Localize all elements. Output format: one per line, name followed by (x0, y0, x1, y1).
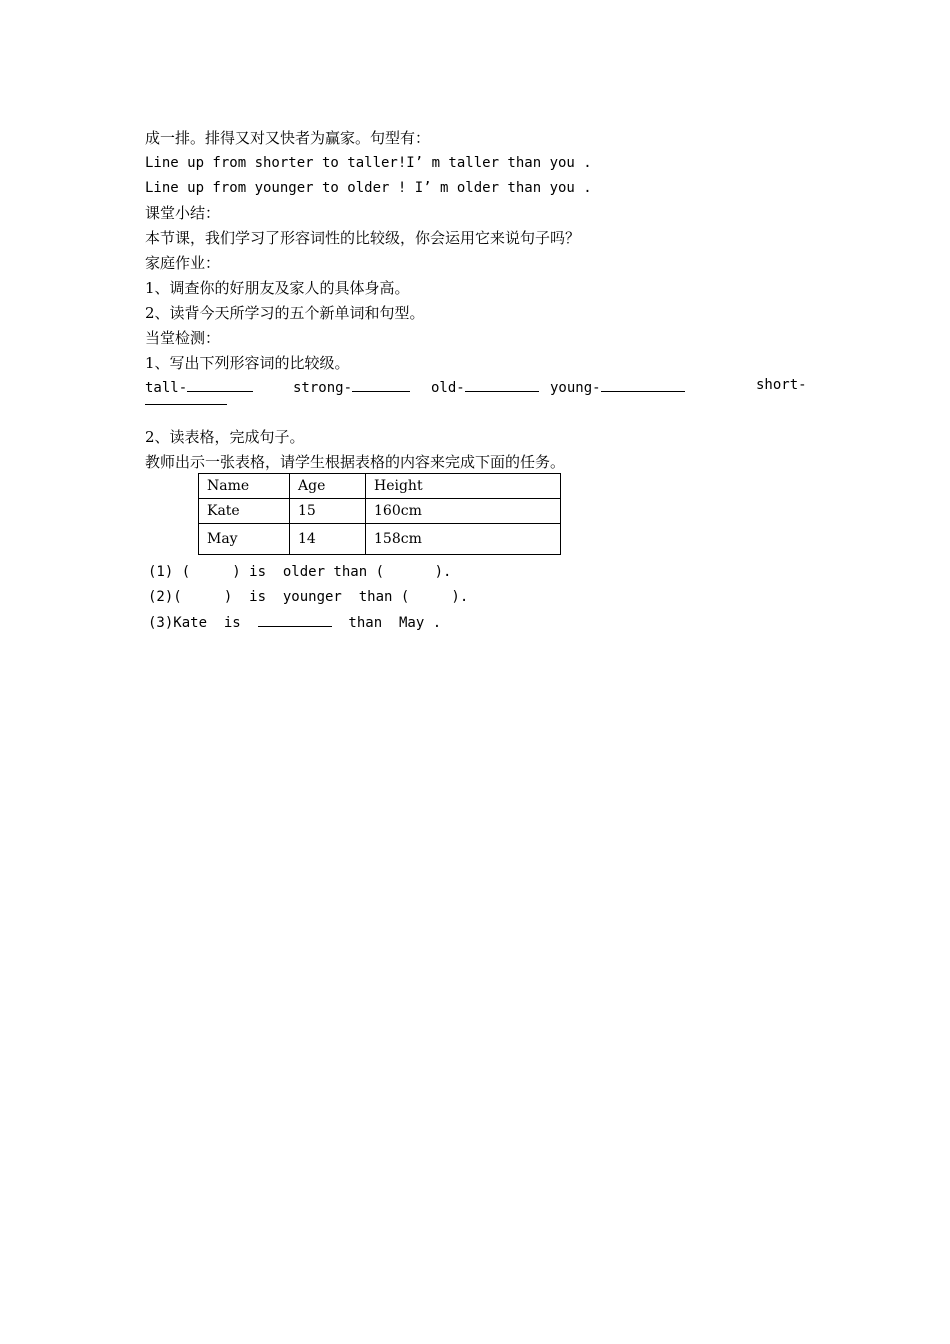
homework-item-2: 2、读背今天所学习的五个新单词和句型。 (145, 304, 425, 322)
section-heading-homework: 家庭作业： (145, 254, 221, 272)
fill-in-row (145, 377, 805, 397)
table-cell: May (199, 524, 290, 555)
answer-blank[interactable] (187, 377, 253, 392)
fill-word-label: tall- (145, 380, 188, 396)
answer-blank[interactable] (352, 377, 410, 392)
fill-word-short (756, 377, 807, 393)
fill-word-label: short- (756, 377, 807, 393)
question-3-end: than May . (331, 615, 442, 631)
table-row (199, 499, 561, 524)
section-heading-test: 当堂检测： (145, 329, 221, 347)
answer-blank[interactable] (601, 377, 685, 392)
table-cell: 14 (290, 524, 366, 555)
question-2: (2)( ) is younger than ( ). (148, 589, 469, 605)
section-heading-summary: 课堂小结： (145, 204, 221, 222)
table-row (199, 524, 561, 555)
text-line-3: Line up from younger to older ! I’ m older than you . (145, 180, 592, 196)
fill-word-label: strong- (293, 380, 353, 396)
fill-word-tall (145, 377, 253, 396)
test-item-2: 2、读表格，完成句子。 (145, 428, 305, 446)
fill-word-label: young- (550, 380, 601, 396)
answer-blank-short[interactable] (145, 404, 227, 405)
text-line-12: 教师出示一张表格，请学生根据表格的内容来完成下面的任务。 (145, 453, 566, 471)
question-1: (1) ( ) is older than ( ). (148, 564, 452, 580)
fill-word-label: old- (431, 380, 465, 396)
table-header-row (199, 474, 561, 499)
table-header-cell: Age (290, 474, 366, 499)
fill-word-young (550, 377, 685, 396)
question-3-start: (3)Kate is (148, 615, 258, 631)
text-line-5: 本节课，我们学习了形容词性的比较级，你会运用它来说句子吗？ (145, 229, 581, 247)
homework-item-1: 1、调查你的好朋友及家人的具体身高。 (145, 279, 410, 297)
test-item-1: 1、写出下列形容词的比较级。 (145, 354, 350, 372)
answer-blank[interactable] (465, 377, 539, 392)
answer-blank[interactable] (258, 612, 332, 627)
text-line-1: 成一排。排得又对又快者为赢家。句型有： (145, 129, 431, 147)
table-cell: 160cm (366, 499, 561, 524)
table-header-cell: Height (366, 474, 561, 499)
fill-word-strong (293, 377, 410, 396)
student-table (198, 473, 561, 555)
question-3 (148, 612, 441, 633)
table-header-cell: Name (199, 474, 290, 499)
fill-word-old (431, 377, 539, 396)
text-line-2: Line up from shorter to taller!I’ m taller than you . (145, 155, 592, 171)
table-cell: 158cm (366, 524, 561, 555)
table-cell: Kate (199, 499, 290, 524)
table-cell: 15 (290, 499, 366, 524)
